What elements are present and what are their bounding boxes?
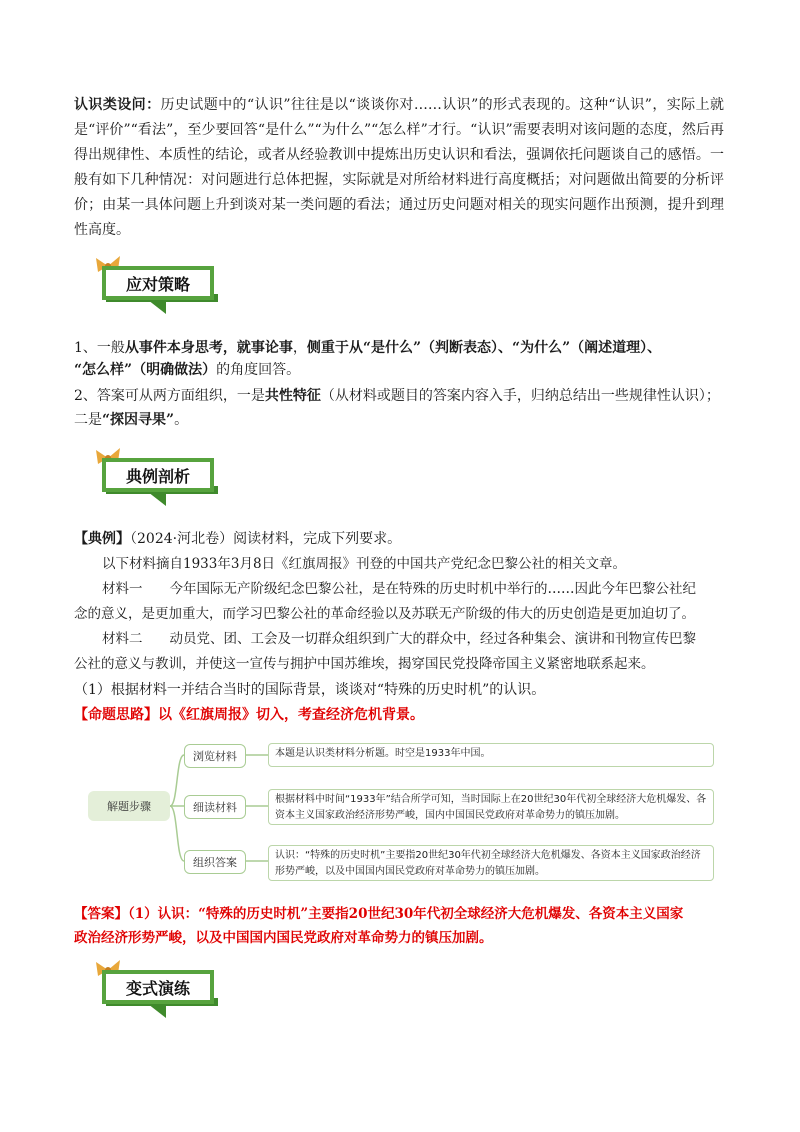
intro-text: 历史试题中的“认识”往往是以“谈谈你对……认识”的形式表现的。这种“认识”，实际上就是“评价”“看法”，至少要回答“是什么”“为什么”“怎么样”才行。“认识”需要表明对该问题的态度，然后再得出规律性、本质性的结论，或者从经验教训中提炼出历史认识和看法，强调依托问题谈自己的感悟。一般有如下几种情况：对问题进行总体把握，实际就是对所给材料进行高度概括；对问题做出简要的分析评价；由某一具体问题上升到谈对某一类问题的看法；通过历史问题对相关的现实问题作出预测，提升到理性高度。 xyxy=(74,97,724,238)
example-source: 【典例】（2024·河北卷）阅读材料，完成下列要求。 xyxy=(74,531,402,547)
section-title: 应对策略 xyxy=(102,266,214,300)
material-2-line-2: 公社的意义与教训，并使这一宣传与拥护中国苏维埃，揭穿国民党投降帝国主义紧密地联系起来。 xyxy=(74,656,655,672)
mindmap-node-read: 细读材料 xyxy=(184,795,246,819)
intro-paragraph xyxy=(74,93,724,243)
question-text: （1）根据材料一并结合当时的国际背景，谈谈对“特殊的历史时机”的认识。 xyxy=(74,682,546,698)
answer-line-2: 政治经济形势严峻，以及中国国内国民党政府对革命势力的镇压加剧。 xyxy=(74,930,493,946)
material-1-line-1: 材料一 今年国际无产阶级纪念巴黎公社，是在特殊的历史时机中举行的……因此今年巴黎公社纪 xyxy=(102,581,696,597)
section-header-practice xyxy=(88,956,228,1020)
mindmap-card-2: 根据材料中时间“1933年”结合所学可知，当时国际上在20世纪30年代初全球经济大危机爆发、各资本主义国家政治经济形势严峻，国内中国国民党政府对革命势力的镇压加剧。 xyxy=(268,789,714,825)
strategy-line-3: 2、答案可从两方面组织，一是共性特征（从材料或题目的答案内容入手，归纳总结出一些规律性认识）； xyxy=(74,388,720,404)
example-intro: 以下材料摘自1933年3月8日《红旗周报》刊登的中国共产党纪念巴黎公社的相关文章。 xyxy=(102,556,627,572)
mindmap-card-1: 本题是认识类材料分析题。时空是1933年中国。 xyxy=(268,743,714,767)
strategy-line-1: 1、一般从事件本身思考，就事论事，侧重于从“是什么”（判断表态）、“为什么”（阐述道理）、 xyxy=(74,340,662,356)
answer-line-1: 【答案】（1）认识：“特殊的历史时机”主要指20世纪30年代初全球经济大危机爆发、各资本主义国家 xyxy=(74,906,684,922)
intro-label: 认识类设问： xyxy=(74,97,161,113)
strategy-line-2: “怎么样”（明确做法）的角度回答。 xyxy=(74,362,301,378)
mindmap-root: 解题步骤 xyxy=(88,791,170,821)
section-title: 变式演练 xyxy=(102,970,214,1004)
solution-mindmap xyxy=(84,735,724,885)
mindmap-card-3: 认识：“特殊的历史时机”主要指20世纪30年代初全球经济大危机爆发、各资本主义国家政治经济形势严峻，以及中国国内国民党政府对革命势力的镇压加剧。 xyxy=(268,845,714,881)
material-2-line-1: 材料二 动员党、团、工会及一切群众组织到广大的群众中，经过各种集会、演讲和刊物宣传巴黎 xyxy=(102,631,696,647)
mindmap-node-browse: 浏览材料 xyxy=(184,744,246,768)
mindmap-node-answer: 组织答案 xyxy=(184,850,246,874)
section-header-strategy xyxy=(88,252,228,316)
material-1-line-2: 念的意义，是更加重大，而学习巴黎公社的革命经验以及苏联无产阶级的伟大的历史创造是更加迫切了。 xyxy=(74,606,695,622)
section-header-example xyxy=(88,444,228,508)
section-title: 典例剖析 xyxy=(102,458,214,492)
question-idea: 【命题思路】以《红旗周报》切入，考查经济危机背景。 xyxy=(74,707,424,723)
strategy-line-4: 二是“探因寻果”。 xyxy=(74,412,189,428)
